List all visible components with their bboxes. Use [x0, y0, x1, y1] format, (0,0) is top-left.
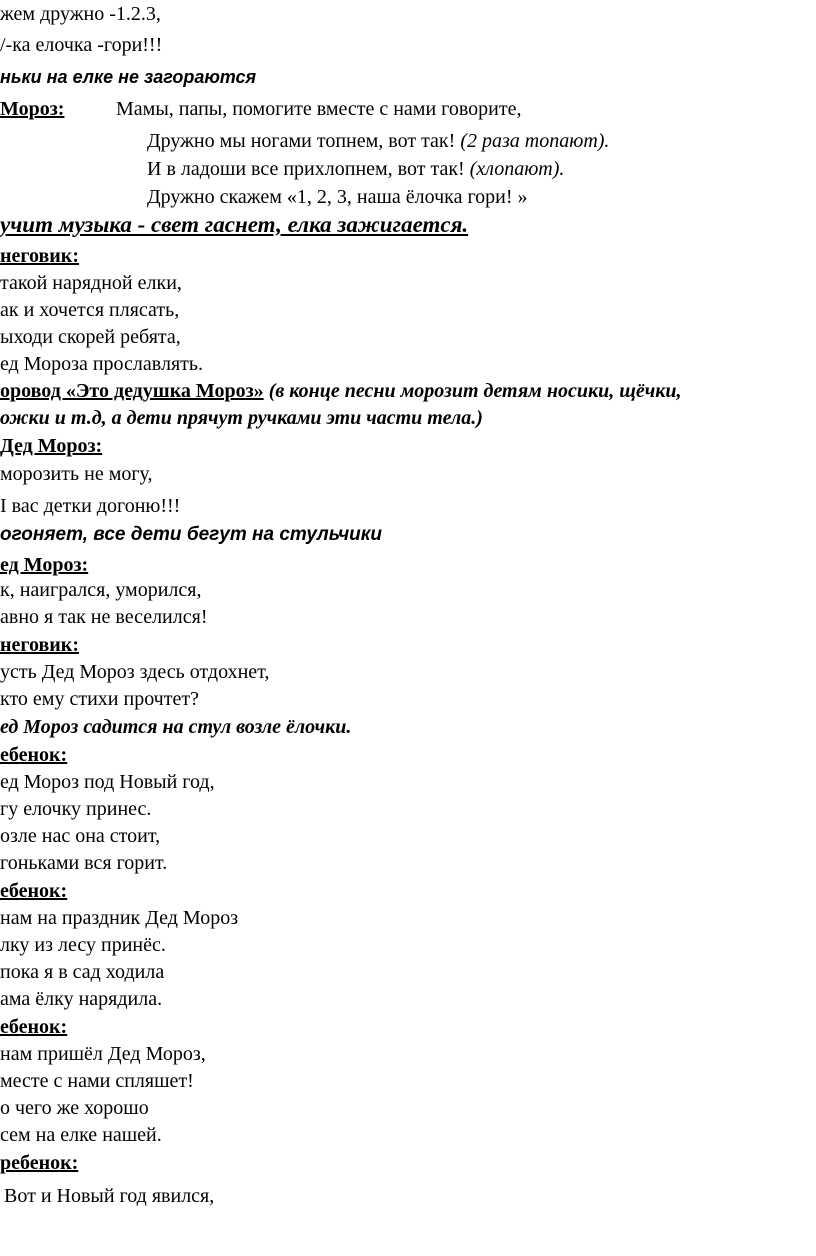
song-line — [0, 379, 682, 403]
speaker-name: ебенок: — [0, 880, 68, 902]
verse-line: лку из лесу принёс. — [0, 934, 166, 956]
speaker-name: ебенок: — [0, 744, 68, 766]
verse-line: морозить не могу, — [0, 463, 153, 485]
speaker-name: неговик: — [0, 634, 79, 656]
stage-direction-heading: учит музыка - свет гаснет, елка зажигается. — [0, 212, 469, 237]
speaker-name: неговик: — [0, 245, 79, 267]
verse-line: ыходи скорей ребята, — [0, 326, 181, 348]
verse-line: сем на елке нашей. — [0, 1124, 162, 1146]
verse-line: озле нас она стоит, — [0, 825, 161, 847]
speaker-name: ребенок: — [0, 1152, 79, 1174]
verse-line: /-ка елочка -гори!!! — [0, 34, 163, 56]
verse-line: пока я в сад ходила — [0, 961, 165, 983]
speaker-name: ед Мороз: — [0, 554, 89, 576]
stage-direction: ньки на елке не загораются — [0, 67, 257, 87]
dialogue-line: Дружно скажем «1, 2, 3, наша ёлочка гори! » — [147, 186, 528, 208]
stage-note: (в конце песни морозит детям носики, щёчки, — [268, 380, 682, 402]
dialogue-text: Дружно мы ногами топнем, вот так! — [147, 130, 456, 152]
dialogue-text: Мамы, папы, помогите вместе с нами говорите, — [116, 98, 522, 120]
verse-line: жем дружно -1.2.3, — [0, 3, 161, 25]
speaker-name: ебенок: — [0, 1016, 68, 1038]
dialogue-text: И в ладоши все прихлопнем, вот так! — [147, 158, 465, 180]
verse-line: нам пришёл Дед Мороз, — [0, 1043, 206, 1065]
verse-line: ед Мороза прославлять. — [0, 353, 204, 375]
verse-line: гоньками вся горит. — [0, 852, 168, 874]
dialogue-line — [0, 97, 64, 121]
verse-line: к, наигрался, уморился, — [0, 579, 202, 601]
verse-line: авно я так не веселился! — [0, 606, 208, 628]
verse-line: о чего же хорошо — [0, 1097, 149, 1119]
verse-line: кто ему стихи прочтет? — [0, 688, 199, 710]
dialogue-line — [147, 129, 609, 153]
verse-line: гу елочку принес. — [0, 798, 152, 820]
dialogue-line — [147, 157, 564, 181]
verse-line: ак и хочется плясать, — [0, 299, 180, 321]
verse-line: ама ёлку нарядила. — [0, 988, 163, 1010]
stage-direction: ед Мороз садится на стул возле ёлочки. — [0, 716, 352, 738]
stage-note: (2 раза топают). — [460, 130, 610, 152]
verse-line: такой нарядной елки, — [0, 272, 182, 294]
verse-line: ед Мороз под Новый год, — [0, 771, 215, 793]
verse-line: нам на праздник Дед Мороз — [0, 907, 239, 929]
stage-note: ожки и т.д, а дети прячут ручками эти части тела.) — [0, 407, 483, 429]
verse-line: месте с нами спляшет! — [0, 1070, 194, 1092]
verse-line: усть Дед Мороз здесь отдохнет, — [0, 661, 270, 683]
verse-line: I вас детки догоню!!! — [0, 495, 181, 517]
speaker-name: Мороз: — [0, 98, 65, 120]
speaker-name: Дед Мороз: — [0, 435, 103, 457]
stage-note: (хлопают). — [469, 158, 565, 180]
song-title: оровод «Это дедушка Мороз» — [0, 380, 264, 402]
stage-direction: огоняет, все дети бегут на стульчики — [0, 524, 383, 545]
verse-line: Вот и Новый год явился, — [4, 1185, 215, 1207]
